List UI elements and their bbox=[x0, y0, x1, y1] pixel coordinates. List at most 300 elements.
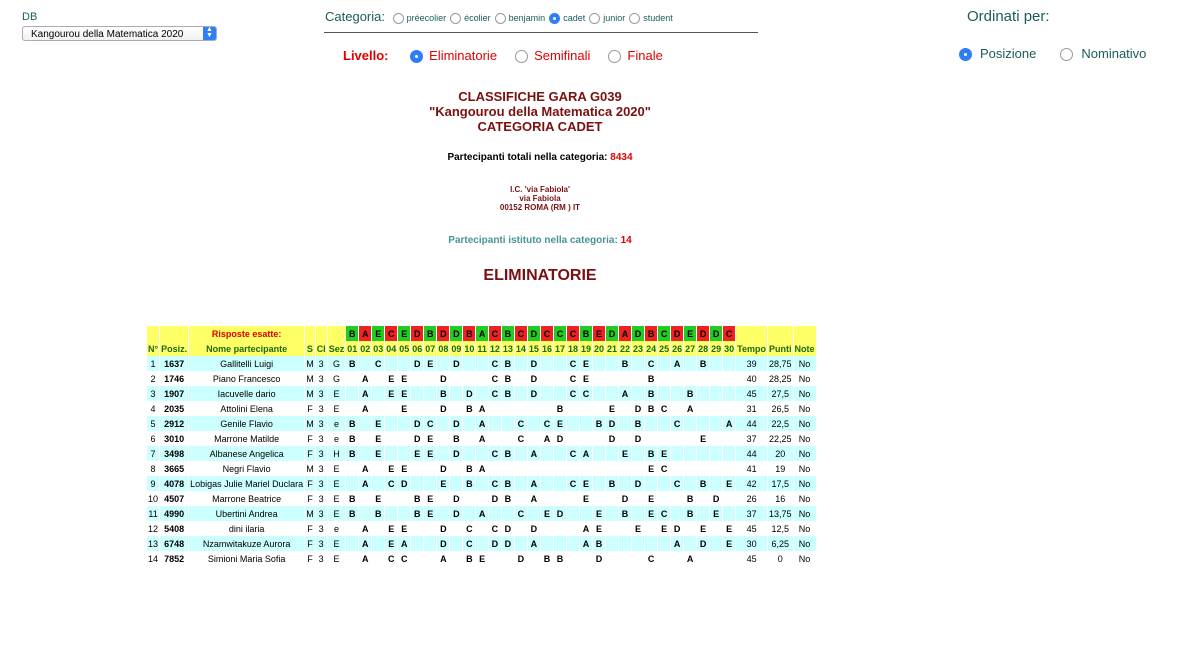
radio-livello-1[interactable] bbox=[515, 50, 528, 63]
answer-cell: A bbox=[619, 386, 631, 401]
table-row bbox=[147, 401, 816, 416]
row-points: 16 bbox=[775, 493, 786, 504]
answer-cell: D bbox=[411, 356, 423, 371]
answer-cell bbox=[476, 521, 488, 536]
answer-cell bbox=[515, 446, 527, 461]
answer-cell bbox=[710, 401, 722, 416]
answer-cell bbox=[463, 506, 475, 521]
answer-cell: E bbox=[424, 506, 436, 521]
answer-cell: E bbox=[401, 463, 408, 474]
answer-cell: E bbox=[401, 403, 408, 414]
answer-cell: E bbox=[723, 536, 735, 551]
answer-cell bbox=[476, 356, 488, 371]
row-sex: M bbox=[305, 506, 315, 521]
answer-cell bbox=[710, 521, 722, 536]
answer-cell: C bbox=[424, 416, 436, 431]
option-label-categoria-1: écolier bbox=[464, 13, 491, 23]
answer-cell: D bbox=[440, 373, 447, 384]
answer-cell: B bbox=[502, 356, 514, 371]
row-position bbox=[160, 371, 188, 386]
answer-cell: C bbox=[491, 523, 499, 534]
answer-cell: B bbox=[632, 416, 644, 431]
answer-cell: C bbox=[372, 356, 384, 371]
answer-cell bbox=[398, 416, 410, 431]
radio-ordinati-0[interactable] bbox=[959, 48, 972, 61]
answer-cell: E bbox=[424, 356, 436, 371]
column-header: 09 bbox=[450, 341, 462, 356]
row-time: 45 bbox=[746, 523, 757, 534]
row-number: 5 bbox=[147, 416, 159, 431]
answer-cell: D bbox=[463, 386, 475, 401]
column-header: 16 bbox=[541, 341, 553, 356]
answer-cell bbox=[593, 431, 605, 446]
answer-cell: D bbox=[502, 536, 514, 551]
answer-cell bbox=[385, 446, 397, 461]
answer-cell bbox=[463, 491, 475, 506]
row-time: 44 bbox=[736, 446, 767, 461]
row-note: No bbox=[794, 476, 816, 491]
answer-cell: E bbox=[541, 506, 553, 521]
answer-cell bbox=[567, 536, 579, 551]
answer-cell: E bbox=[388, 373, 395, 384]
answer-cell bbox=[424, 536, 436, 551]
answer-cell bbox=[424, 401, 436, 416]
row-note: No bbox=[798, 403, 811, 414]
answer-cell bbox=[723, 461, 735, 476]
row-time: 39 bbox=[736, 356, 767, 371]
column-header: Sez bbox=[328, 341, 346, 356]
answer-cell bbox=[359, 431, 371, 446]
radio-livello-2[interactable] bbox=[608, 50, 621, 63]
answer-cell bbox=[697, 446, 709, 461]
row-position-value: 4078 bbox=[164, 478, 185, 489]
answer-cell bbox=[411, 371, 423, 386]
answer-cell bbox=[346, 461, 358, 476]
option-ordinati-0[interactable] bbox=[959, 46, 1036, 61]
row-time: 37 bbox=[746, 433, 757, 444]
answer-cell: C bbox=[658, 506, 670, 521]
answer-cell bbox=[411, 476, 423, 491]
answer-cell bbox=[710, 386, 722, 401]
answer-cell bbox=[567, 416, 579, 431]
answer-cell bbox=[593, 386, 605, 401]
answer-cell: D bbox=[634, 403, 642, 414]
answer-cell bbox=[697, 461, 709, 476]
answer-cell: D bbox=[673, 523, 681, 534]
option-livello-2[interactable] bbox=[608, 48, 662, 63]
answer-cell bbox=[437, 491, 449, 506]
answer-cell bbox=[476, 371, 488, 386]
db-select[interactable] bbox=[22, 26, 217, 41]
answer-cell: D bbox=[440, 523, 447, 534]
institute-participants-value: 14 bbox=[620, 235, 632, 246]
answer-cell bbox=[567, 551, 579, 566]
row-points: 28,75 bbox=[768, 356, 793, 371]
answer-cell: E bbox=[388, 523, 395, 534]
column-header: Posiz. bbox=[160, 341, 188, 356]
row-number: 8 bbox=[150, 463, 156, 474]
answer-cell: B bbox=[645, 386, 657, 401]
row-section: E bbox=[333, 403, 340, 414]
radio-categoria-1[interactable] bbox=[450, 13, 461, 24]
row-time: 41 bbox=[746, 463, 757, 474]
answer-cell bbox=[554, 356, 566, 371]
answer-cell bbox=[593, 371, 605, 386]
answer-cell bbox=[528, 506, 540, 521]
answer-cell: A bbox=[671, 356, 683, 371]
answer-cell bbox=[463, 431, 475, 446]
row-position-value: 7852 bbox=[164, 553, 185, 564]
answer-cell: C bbox=[671, 416, 683, 431]
answer-cell: D bbox=[440, 403, 447, 414]
answer-cell bbox=[528, 431, 540, 446]
row-points: 0 bbox=[777, 553, 783, 564]
answer-cell: E bbox=[700, 523, 707, 534]
answer-cell bbox=[606, 506, 618, 521]
row-class: 3 bbox=[318, 493, 324, 504]
row-sex: M bbox=[305, 416, 315, 431]
answer-cell: C bbox=[567, 476, 579, 491]
answer-cell bbox=[632, 491, 644, 506]
option-categoria-2[interactable] bbox=[495, 13, 546, 23]
row-position bbox=[160, 491, 188, 506]
answer-cell bbox=[450, 386, 462, 401]
option-label-ordinati-1: Nominativo bbox=[1081, 46, 1147, 61]
answers-spacer bbox=[736, 326, 767, 341]
radio-ordinati-1[interactable] bbox=[1060, 48, 1073, 61]
ordinati-group bbox=[959, 46, 1170, 61]
row-sex: F bbox=[307, 433, 313, 444]
answer-cell bbox=[398, 431, 410, 446]
answer-cell: E bbox=[388, 463, 395, 474]
answer-cell: C bbox=[401, 553, 408, 564]
answer-cell bbox=[671, 461, 683, 476]
answer-cell bbox=[424, 476, 436, 491]
answer-key-cell: A bbox=[619, 326, 631, 341]
answer-cell bbox=[385, 356, 397, 371]
row-points: 19 bbox=[775, 463, 786, 474]
answer-cell bbox=[684, 371, 696, 386]
answer-cell bbox=[658, 416, 670, 431]
answer-key-cell: D bbox=[697, 326, 709, 341]
column-header: Note bbox=[794, 341, 816, 356]
answer-cell: C bbox=[517, 433, 525, 444]
answer-key-cell: C bbox=[567, 326, 579, 341]
answer-cell bbox=[359, 506, 371, 521]
answer-cell bbox=[710, 551, 722, 566]
answer-cell bbox=[684, 521, 696, 536]
answer-cell bbox=[346, 401, 358, 416]
option-livello-1[interactable] bbox=[515, 48, 590, 63]
answer-cell bbox=[723, 506, 735, 521]
answer-cell bbox=[723, 356, 735, 371]
answer-cell bbox=[346, 386, 358, 401]
row-position bbox=[160, 416, 188, 431]
answer-cell bbox=[411, 461, 423, 476]
answer-cell bbox=[515, 356, 527, 371]
answer-cell bbox=[606, 371, 618, 386]
answer-cell bbox=[541, 476, 553, 491]
answer-cell: B bbox=[346, 356, 358, 371]
answer-cell bbox=[528, 401, 540, 416]
column-header: 12 bbox=[489, 341, 501, 356]
answer-cell: E bbox=[385, 386, 397, 401]
answer-cell bbox=[502, 401, 514, 416]
title-line-3: CATEGORIA CADET bbox=[477, 119, 603, 134]
title-line-1: CLASSIFICHE GARA G039 bbox=[458, 89, 622, 104]
radio-categoria-2[interactable] bbox=[495, 13, 506, 24]
answer-cell bbox=[385, 506, 397, 521]
row-number: 7 bbox=[147, 446, 159, 461]
answer-cell bbox=[619, 536, 631, 551]
column-header: 02 bbox=[359, 341, 371, 356]
answer-cell bbox=[645, 416, 657, 431]
answer-cell bbox=[645, 431, 657, 446]
answer-cell bbox=[554, 521, 566, 536]
answer-cell: E bbox=[723, 476, 735, 491]
livello-label: Livello: bbox=[343, 48, 389, 63]
option-categoria-4[interactable] bbox=[589, 13, 625, 23]
row-points: 22,5 bbox=[768, 416, 793, 431]
answer-cell bbox=[606, 356, 618, 371]
row-position bbox=[160, 476, 188, 491]
answer-cell: D bbox=[411, 416, 423, 431]
answer-cell bbox=[619, 461, 631, 476]
row-class: 3 bbox=[316, 356, 327, 371]
categoria-divider bbox=[324, 32, 758, 33]
row-note: No bbox=[798, 553, 811, 564]
answer-cell bbox=[658, 386, 670, 401]
answer-cell bbox=[658, 476, 670, 491]
answer-cell: A bbox=[671, 536, 683, 551]
radio-categoria-5[interactable] bbox=[629, 13, 640, 24]
answer-cell: C bbox=[647, 553, 655, 564]
answer-cell: E bbox=[424, 446, 436, 461]
answer-cell: D bbox=[556, 433, 564, 444]
table-row bbox=[147, 491, 816, 506]
answer-key-cell: D bbox=[710, 326, 722, 341]
answer-cell: B bbox=[619, 356, 631, 371]
answer-cell: B bbox=[684, 386, 696, 401]
answer-cell bbox=[515, 461, 527, 476]
answer-cell bbox=[554, 476, 566, 491]
answer-cell: C bbox=[569, 373, 577, 384]
answer-cell bbox=[398, 446, 410, 461]
row-position-value: 2912 bbox=[164, 418, 185, 429]
answer-cell bbox=[658, 431, 670, 446]
answer-cell: C bbox=[541, 416, 553, 431]
answer-cell bbox=[723, 446, 735, 461]
answer-cell bbox=[411, 401, 423, 416]
column-header: 03 bbox=[372, 341, 384, 356]
answer-cell: A bbox=[440, 553, 447, 564]
radio-categoria-0[interactable] bbox=[393, 13, 404, 24]
answer-cell bbox=[541, 461, 553, 476]
institute-street: via Fabiola bbox=[519, 194, 561, 203]
row-note: No bbox=[794, 446, 816, 461]
answer-cell bbox=[398, 356, 410, 371]
row-position-value: 4990 bbox=[164, 508, 185, 519]
answer-cell bbox=[619, 401, 631, 416]
answer-cell bbox=[450, 461, 462, 476]
option-ordinati-1[interactable] bbox=[1060, 46, 1146, 61]
answer-cell bbox=[541, 536, 553, 551]
answer-cell: D bbox=[632, 476, 644, 491]
answer-cell bbox=[411, 551, 423, 566]
row-class: 3 bbox=[316, 386, 327, 401]
column-header: 27 bbox=[684, 341, 696, 356]
answer-key-cell: C bbox=[723, 326, 735, 341]
answer-cell bbox=[515, 521, 527, 536]
answer-cell: A bbox=[530, 493, 538, 504]
answer-cell: D bbox=[530, 523, 538, 534]
row-number: 13 bbox=[147, 536, 159, 551]
answer-cell: E bbox=[648, 463, 655, 474]
answer-cell bbox=[346, 551, 358, 566]
radio-livello-0[interactable] bbox=[410, 50, 423, 63]
column-header: S bbox=[305, 341, 315, 356]
table-row bbox=[147, 506, 816, 521]
answer-cell bbox=[450, 536, 462, 551]
answer-cell: D bbox=[440, 463, 447, 474]
answer-cell: E bbox=[700, 433, 707, 444]
answer-cell bbox=[619, 431, 631, 446]
answer-cell bbox=[463, 416, 475, 431]
column-header: 08 bbox=[437, 341, 449, 356]
row-position-value: 1746 bbox=[164, 373, 185, 384]
participant-name: Gallitelli Luigi bbox=[189, 356, 304, 371]
participant-name: Albanese Angelica bbox=[189, 446, 304, 461]
column-header: Tempo bbox=[736, 341, 767, 356]
answer-cell bbox=[567, 401, 579, 416]
option-categoria-5[interactable] bbox=[629, 13, 673, 23]
institute-name: I.C. 'via Fabiola' bbox=[510, 185, 570, 194]
column-header: 30 bbox=[723, 341, 735, 356]
row-points: 12,5 bbox=[771, 523, 790, 534]
answer-cell bbox=[372, 521, 384, 536]
answer-cell bbox=[346, 371, 358, 386]
answer-cell bbox=[632, 461, 644, 476]
answer-cell bbox=[398, 506, 410, 521]
answer-cell: B bbox=[686, 493, 694, 504]
answer-cell bbox=[567, 506, 579, 521]
answers-spacer bbox=[768, 326, 793, 341]
row-class: 3 bbox=[316, 476, 327, 491]
db-label: DB bbox=[22, 11, 38, 23]
answer-cell bbox=[684, 461, 696, 476]
answer-cell bbox=[645, 521, 657, 536]
row-class: 3 bbox=[316, 536, 327, 551]
answer-key-cell: E bbox=[684, 326, 696, 341]
answer-cell bbox=[359, 446, 371, 461]
option-label-categoria-0: préecolier bbox=[406, 13, 447, 23]
option-categoria-0[interactable] bbox=[393, 13, 447, 23]
answer-cell bbox=[424, 371, 436, 386]
answer-cell: E bbox=[619, 446, 631, 461]
answer-cell bbox=[645, 536, 657, 551]
row-position-value: 1907 bbox=[164, 388, 185, 399]
answer-cell: B bbox=[684, 506, 696, 521]
option-label-livello-1: Semifinali bbox=[534, 48, 591, 63]
answer-cell bbox=[632, 506, 644, 521]
answer-cell bbox=[437, 431, 449, 446]
answer-cell bbox=[398, 491, 410, 506]
answer-cell bbox=[489, 401, 501, 416]
row-sex: F bbox=[307, 523, 313, 534]
radio-categoria-3[interactable] bbox=[549, 13, 560, 24]
answer-cell: E bbox=[385, 536, 397, 551]
answer-cell bbox=[359, 356, 371, 371]
answer-cell bbox=[385, 401, 397, 416]
ordinati-label: Ordinati per: bbox=[967, 8, 1050, 25]
page-title bbox=[340, 89, 740, 134]
answer-cell bbox=[567, 431, 579, 446]
column-header: 22 bbox=[619, 341, 631, 356]
row-time: 37 bbox=[736, 506, 767, 521]
table-header-row bbox=[147, 341, 816, 356]
participant-name: Marrone Beatrice bbox=[212, 493, 282, 504]
answer-cell bbox=[658, 491, 670, 506]
row-section: E bbox=[328, 476, 346, 491]
answer-cell: B bbox=[348, 493, 356, 504]
answer-cell: B bbox=[411, 506, 423, 521]
answer-key-cell: C bbox=[541, 326, 553, 341]
row-number: 12 bbox=[148, 523, 159, 534]
answer-cell bbox=[359, 416, 371, 431]
answer-cell bbox=[437, 506, 449, 521]
answer-key-cell: C bbox=[554, 326, 566, 341]
answer-cell bbox=[606, 386, 618, 401]
answer-key-cell: B bbox=[463, 326, 475, 341]
answer-cell bbox=[606, 491, 618, 506]
answer-cell bbox=[541, 446, 553, 461]
row-number: 11 bbox=[147, 506, 159, 521]
answer-cell bbox=[593, 491, 605, 506]
radio-categoria-4[interactable] bbox=[589, 13, 600, 24]
answer-cell bbox=[437, 416, 449, 431]
answer-cell bbox=[684, 446, 696, 461]
option-categoria-3[interactable] bbox=[549, 13, 585, 23]
answer-cell bbox=[489, 506, 501, 521]
answer-cell: A bbox=[723, 416, 735, 431]
option-categoria-1[interactable] bbox=[450, 13, 491, 23]
answer-cell bbox=[593, 401, 605, 416]
answer-cell: E bbox=[582, 373, 589, 384]
table-row bbox=[147, 446, 816, 461]
answer-cell: C bbox=[567, 356, 579, 371]
column-header: 04 bbox=[385, 341, 397, 356]
row-time: 26 bbox=[746, 493, 757, 504]
row-note: No bbox=[798, 433, 811, 444]
answer-cell bbox=[385, 431, 397, 446]
answer-cell: A bbox=[476, 506, 488, 521]
answer-cell bbox=[567, 491, 579, 506]
answer-cell: B bbox=[647, 403, 655, 414]
answer-cell: E bbox=[372, 446, 384, 461]
answer-cell: E bbox=[661, 523, 668, 534]
title-line-2: "Kangourou della Matematica 2020" bbox=[429, 104, 651, 119]
answer-cell bbox=[541, 371, 553, 386]
ranking-table bbox=[146, 326, 817, 566]
answer-cell: E bbox=[375, 433, 382, 444]
option-livello-0[interactable] bbox=[410, 48, 497, 63]
row-class: 3 bbox=[316, 506, 327, 521]
answer-cell bbox=[671, 491, 683, 506]
answer-cell: B bbox=[346, 506, 358, 521]
column-header: 05 bbox=[398, 341, 410, 356]
answer-cell: B bbox=[645, 446, 657, 461]
answer-key-cell: C bbox=[489, 326, 501, 341]
